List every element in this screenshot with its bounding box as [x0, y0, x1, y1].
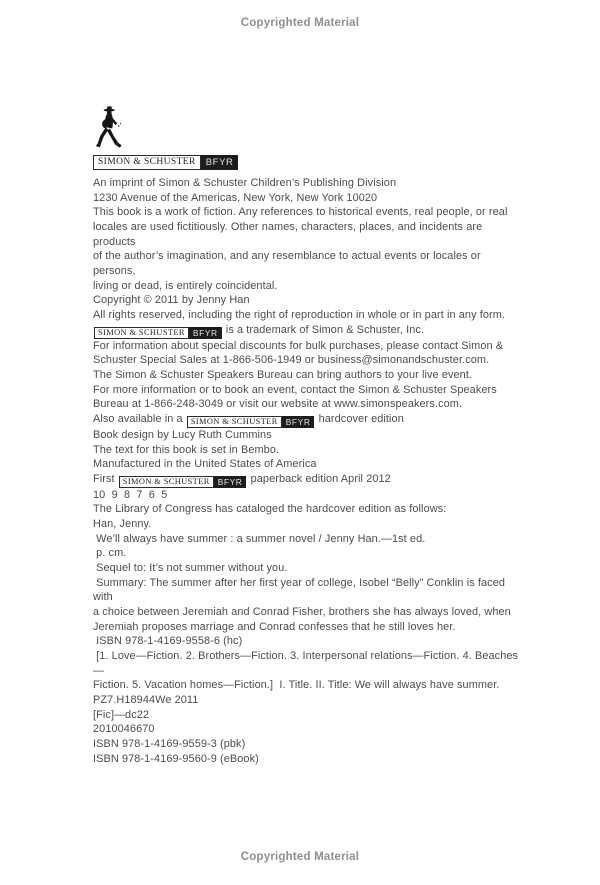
text-line [93, 752, 523, 767]
text-segment: [Fic]—dc22 [93, 708, 150, 721]
text-segment: First [93, 472, 118, 485]
text-segment: Also available in a [93, 412, 186, 425]
text-segment: The Simon & Schuster Speakers Bureau can bring authors to your live event. [93, 368, 473, 381]
text-segment: p. cm. [93, 547, 127, 560]
simon-schuster-bfyr-inline-logo [187, 416, 315, 428]
text-segment: Han, Jenny. [93, 518, 152, 531]
text-line [93, 443, 523, 458]
text-segment: An imprint of Simon & Schuster Children’s Publishing Division [93, 177, 397, 189]
text-segment: Copyright © 2011 by Jenny Han [93, 294, 250, 307]
text-segment: ISBN 978-1-4169-9560-9 (eBook) [93, 752, 259, 765]
text-segment: Summary: The summer after her first year of college, Isobel “Belly” Conklin is faced with [93, 576, 509, 604]
logo-wordmark: SIMON & SCHUSTER [119, 476, 214, 488]
text-segment: The Library of Congress has cataloged the hardcover edition as follows: [93, 503, 447, 516]
logo-imprint-bfyr: BFYR [201, 155, 239, 170]
text-line [93, 191, 523, 206]
text-line [93, 634, 523, 649]
text-line [93, 532, 523, 547]
text-segment: This book is a work of fiction. Any references to historical events, real people, or real [93, 206, 508, 219]
text-segment: 2010046670 [93, 723, 155, 736]
text-line [93, 353, 523, 368]
text-segment: living or dead, is entirely coincidental. [93, 279, 278, 292]
text-segment: Schuster Special Sales at 1-866-506-1949 or business@simonandschuster.com. [93, 354, 490, 367]
text-line [93, 412, 523, 428]
text-segment: The text for this book is set in Bembo. [93, 443, 280, 456]
copyright-text-block [93, 176, 523, 766]
text-line [93, 722, 523, 737]
text-segment: paperback edition April 2012 [247, 472, 391, 485]
text-line [93, 249, 523, 278]
text-line [93, 488, 523, 503]
text-segment: For information about special discounts for bulk purchases, please contact Simon & [93, 339, 504, 352]
text-line [93, 678, 523, 693]
logo-wordmark: SIMON & SCHUSTER [93, 155, 201, 170]
text-segment: a choice between Jeremiah and Conrad Fisher, brothers she has always loved, when [93, 606, 511, 619]
text-line [93, 708, 523, 723]
text-line [93, 649, 523, 678]
text-line [93, 308, 523, 323]
text-line [93, 368, 523, 383]
text-line [93, 397, 523, 412]
text-segment: ISBN 978-1-4169-9559-3 (pbk) [93, 737, 246, 750]
text-segment: [1. Love—Fiction. 2. Brothers—Fiction. 3. Interpersonal relations—Fiction. 4. Beaches— [93, 650, 519, 677]
text-segment: is a trademark of Simon & Schuster, Inc. [222, 323, 425, 336]
text-segment: 10 9 8 7 6 5 [93, 488, 168, 501]
text-segment: We’ll always have summer : a summer novel / Jenny Han.—1st ed. [93, 532, 426, 545]
text-segment: of the author’s imagination, and any resemblance to actual events or locales or persons, [93, 250, 484, 277]
text-line [93, 457, 523, 472]
text-line [93, 502, 523, 517]
text-segment: Jeremiah proposes marriage and Conrad confesses that he still loves her. [93, 620, 456, 633]
text-line [93, 323, 523, 339]
logo-imprint-bfyr: BFYR [214, 476, 247, 488]
text-line [93, 383, 523, 398]
logo-imprint-bfyr: BFYR [189, 327, 222, 339]
text-line [93, 205, 523, 220]
copyright-content [93, 106, 523, 766]
logo-wordmark: SIMON & SCHUSTER [187, 416, 282, 428]
text-segment: PZ7.H18944We 2011 [93, 694, 199, 706]
text-segment: hardcover edition [315, 412, 404, 425]
copyrighted-material-footer: Copyrighted Material [240, 851, 360, 863]
text-line [93, 517, 523, 532]
text-line [93, 293, 523, 308]
text-line [93, 693, 523, 708]
text-line [93, 576, 523, 605]
copyrighted-material-header: Copyrighted Material [240, 17, 360, 29]
text-line [93, 472, 523, 488]
logo-imprint-bfyr: BFYR [282, 416, 315, 428]
text-line [93, 176, 523, 191]
simon-schuster-bfyr-logo [93, 155, 238, 170]
text-line [93, 620, 523, 635]
text-line [93, 546, 523, 561]
simon-schuster-sower-figure-icon [95, 106, 125, 151]
text-line [93, 428, 523, 443]
text-line [93, 339, 523, 354]
text-segment: Manufactured in the United States of America [93, 458, 317, 471]
text-segment: Bureau at 1-866-248-3049 or visit our website at www.simonspeakers.com. [93, 398, 463, 411]
text-segment: ISBN 978-1-4169-9558-6 (hc) [93, 635, 243, 648]
text-segment: locales are used fictitiously. Other names, characters, places, and incidents are products [93, 220, 486, 248]
text-segment: 1230 Avenue of the Americas, New York, New York 10020 [93, 191, 378, 204]
text-segment: Fiction. 5. Vacation homes—Fiction.] I. Title. II. Title: We will always have summer. [93, 679, 500, 692]
logo-wordmark: SIMON & SCHUSTER [94, 327, 189, 339]
text-segment: Sequel to: It’s not summer without you. [93, 562, 288, 575]
text-segment: All rights reserved, including the right of reproduction in whole or in part in any form. [93, 308, 506, 321]
text-line [93, 561, 523, 576]
text-line [93, 737, 523, 752]
text-line [93, 220, 523, 249]
simon-schuster-bfyr-inline-logo [94, 327, 222, 339]
simon-schuster-bfyr-inline-logo [119, 476, 247, 488]
text-segment: For more information or to book an event, contact the Simon & Schuster Speakers [93, 383, 497, 396]
text-line [93, 279, 523, 294]
text-line [93, 605, 523, 620]
text-segment: Book design by Lucy Ruth Cummins [93, 428, 272, 441]
